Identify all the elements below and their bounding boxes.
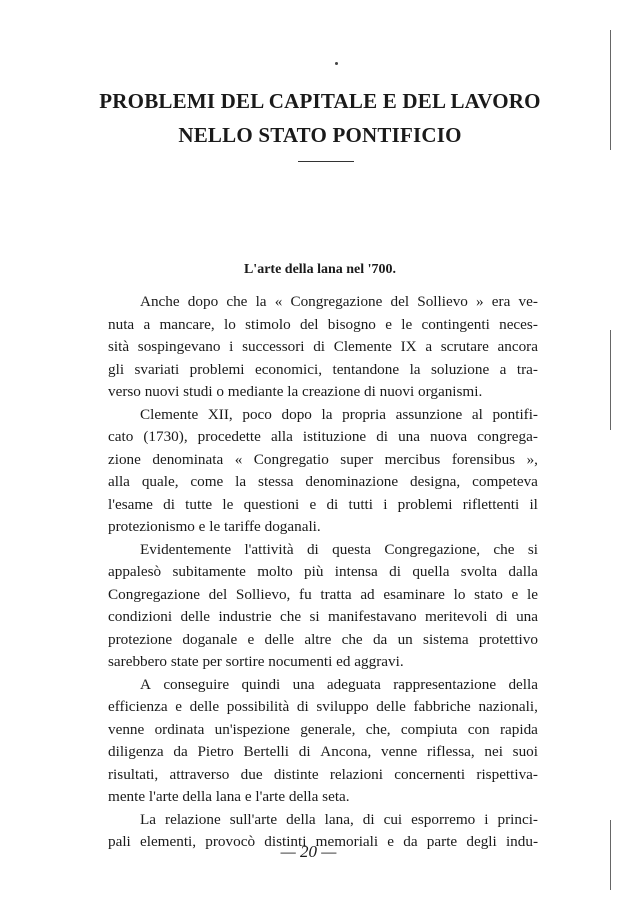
text-line: appalesò subitamente molto più intensa di quella svolta dalla (108, 563, 538, 580)
text-line: alla quale, come la stessa denominazione designa, competeva (108, 473, 538, 490)
text-line: verso nuovi studi o mediante la creazione di nuovi organismi. (108, 383, 483, 400)
text-line: cato (1730), procedette alla istituzione di una nuova congrega- (108, 428, 538, 445)
text-line: mente l'arte della lana e l'arte della seta. (108, 788, 350, 805)
text-line: La relazione sull'arte della lana, di cui esporremo i princi- (140, 810, 538, 828)
printer-dot (335, 62, 338, 65)
text-line: protezionismo e le tariffe doganali. (108, 518, 321, 535)
text-line: nuta a mancare, lo stimolo del bisogno e le contingenti neces- (108, 315, 538, 333)
title-line-1: PROBLEMI DEL CAPITALE E DEL LAVORO (99, 89, 541, 113)
text-line: efficienza e delle possibilità di sviluppo delle fabbriche nazionali, (108, 698, 538, 715)
text-line: protezione doganale e delle altre che da un sistema protettivo (108, 630, 538, 648)
text-line: pali elementi, provocò distinti memoriali e da parte degli indu- (108, 833, 538, 850)
text-line: Anche dopo che la « Congregazione del Sollievo » era ve- (140, 293, 538, 310)
text-line: Congregazione del Sollievo, fu tratta ad esaminare lo stato e le (108, 585, 538, 603)
text-line: Clemente XII, poco dopo la propria assunzione al pontifi- (140, 405, 538, 423)
text-line: Evidentemente l'attività di questa Congregazione, che si (140, 540, 538, 558)
text-line: sarebbero state per sortire nocumenti ed aggravi. (108, 653, 404, 670)
text-line: l'esame di tutte le questioni e di tutti i problemi riflettenti il (108, 495, 538, 513)
scan-edge-line (610, 30, 611, 150)
title-line-2: NELLO STATO PONTIFICIO (178, 123, 462, 147)
text-line: gli svariati problemi economici, tentandone la soluzione a tra- (108, 360, 538, 378)
text-line: risultati, attraverso due distinte relazioni concernenti rispettiva- (108, 765, 538, 783)
page-number: — 20 — (280, 842, 337, 861)
text-line: sità sospingevano i successori di Clemente IX a scrutare ancora (108, 338, 538, 355)
text-line: diligenza da Pietro Bertelli di Ancona, venne riflessa, nei suoi (108, 743, 538, 760)
text-line: zione denominata « Congregatio super mercibus forensibus », (108, 450, 538, 468)
text-line: venne ordinata un'ispezione generale, che, compiuta con rapida (108, 720, 538, 738)
title-divider (298, 161, 354, 162)
section-heading: L'arte della lana nel '700. (243, 262, 397, 277)
text-line: condizioni delle industrie che si manifestavano meritevoli di una (108, 608, 538, 625)
body-text (108, 291, 538, 854)
text-line: A conseguire quindi una adeguata rappresentazione della (140, 675, 538, 693)
page-title (90, 84, 550, 152)
scan-edge-line (610, 330, 611, 430)
